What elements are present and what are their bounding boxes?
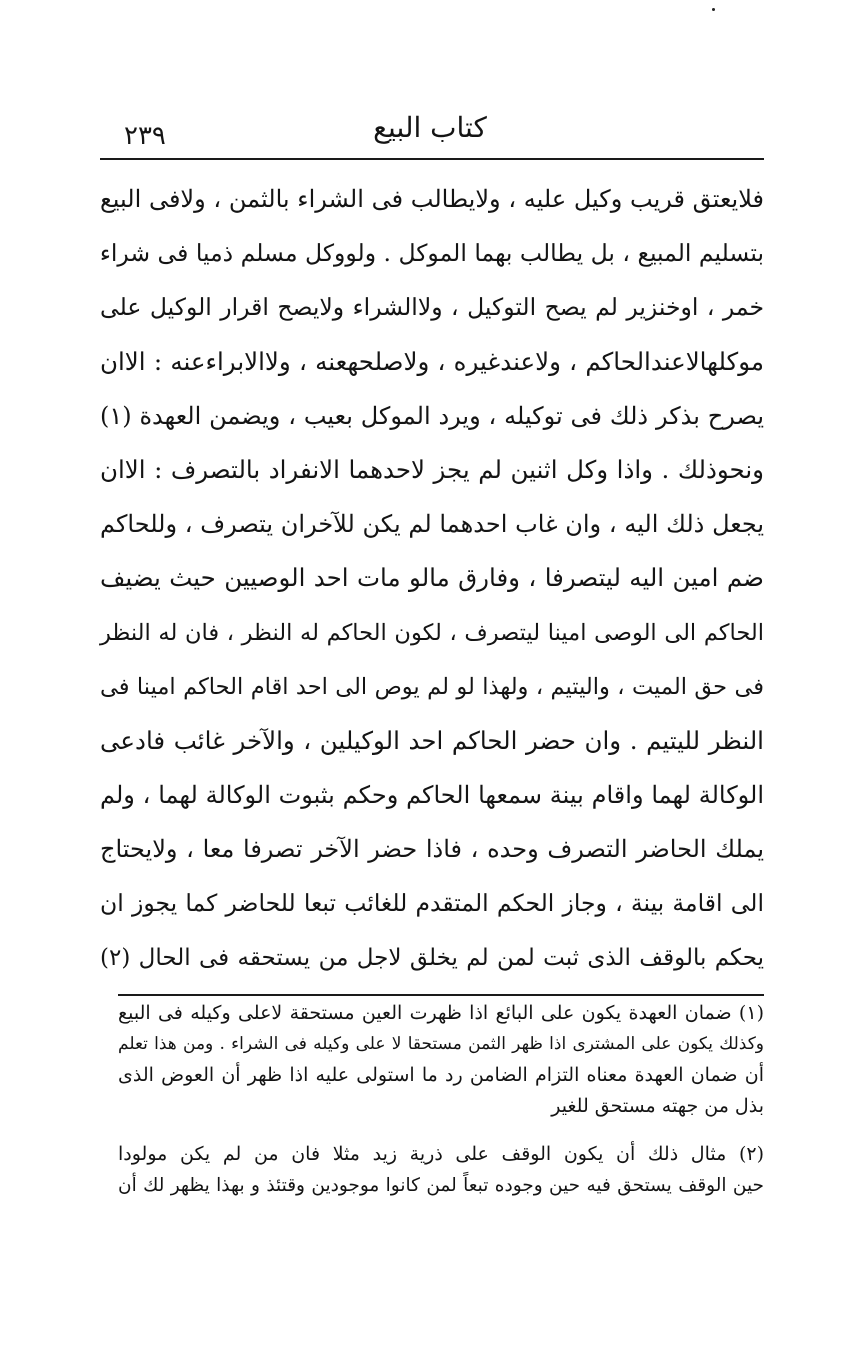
- text-line: الوكالة لهما واقام بينة سمعها الحاكم وحكم بثبوت الوكالة لهما ، ولم: [100, 781, 764, 810]
- footnote-rule: [118, 994, 764, 996]
- text-line: بتسليم المبيع ، بل يطالب بهما الموكل . ولووكل مسلم ذميا فى شراء: [99, 239, 764, 268]
- footnote-line: أن ضمان العهدة معناه التزام الضامن رد ما استولى عليه اذا ظهر أن العوض الذى: [118, 1064, 764, 1086]
- header-rule: [100, 158, 764, 160]
- text-line: يصرح بذكر ذلك فى توكيله ، ويرد الموكل بعيب ، ويضمن العهدة (١): [100, 401, 764, 430]
- text-line: ونحوذلك . واذا وكل اثنين لم يجز لاحدهما الانفراد بالتصرف : الاان: [100, 454, 764, 484]
- footnote-line: (١) ضمان العهدة يكون على البائع اذا ظهرت العين مستحقة لاعلى وكيله فى البيع: [118, 1002, 764, 1024]
- running-title: كتاب البيع: [373, 111, 487, 144]
- text-line: خمر ، اوخنزير لم يصح التوكيل ، ولاالشراء ولايصح اقرار الوكيل على: [100, 293, 764, 322]
- page-number: ٢٣٩: [124, 121, 166, 151]
- footnote-line: بذل من جهته مستحق للغير: [551, 1095, 764, 1117]
- text-line: فلايعتق قريب وكيل عليه ، ولايطالب فى الشراء بالثمن ، ولافى البيع: [100, 185, 764, 213]
- footnote-line: وكذلك يكون على المشترى اذا ظهر الثمن مستحقا لا على وكيله فى الشراء . ومن هذا تعلم: [118, 1034, 764, 1054]
- text-line: يحكم بالوقف الذى ثبت لمن لم يخلق لاجل من يستحقه فى الحال (٢): [100, 944, 764, 971]
- text-line: الى اقامة بينة ، وجاز الحكم المتقدم للغائب تبعا للحاضر كما يجوز ان: [100, 889, 764, 918]
- footnotes: [118, 998, 764, 1201]
- text-line: يجعل ذلك اليه ، وان غاب احدهما لم يكن للآخران يتصرف ، وللحاكم: [100, 510, 764, 539]
- text-line: الحاكم الى الوصى امينا ليتصرف ، لكون الحاكم له النظر ، فان له النظر: [100, 619, 764, 646]
- text-line: ضم امين اليه ليتصرفا ، وفارق مالو مات احد الوصيين حيث يضيف: [100, 563, 764, 593]
- footnote-2: [118, 1139, 764, 1201]
- main-text: [100, 172, 764, 985]
- text-line: فى حق الميت ، واليتيم ، ولهذا لو لم يوص الى احد اقام الحاكم امينا فى: [100, 673, 764, 700]
- footnote-line: حين الوقف يستحق فيه حين وجوده تبعاً لمن كانوا موجودين وقتئذ و بهذا يظهر لك أن: [118, 1175, 764, 1196]
- footnote-line: (٢) مثال ذلك أن يكون الوقف على ذرية زيد مثلا فان من لم يكن مولودا: [118, 1143, 764, 1165]
- text-line: موكلهالاعندالحاكم ، ولاعندغيره ، ولاصلحهعنه ، ولاالابراءعنه : الاان: [100, 346, 764, 376]
- text-line: النظر لليتيم . وان حضر الحاكم احد الوكيلين ، والآخر غائب فادعى: [100, 725, 764, 755]
- ink-speck: [712, 8, 715, 11]
- footnote-gap: [118, 1122, 764, 1139]
- footnote-1: [118, 998, 764, 1122]
- text-line: يملك الحاضر التصرف وحده ، فاذا حضر الآخر تصرفا معا ، ولايحتاج: [100, 835, 764, 864]
